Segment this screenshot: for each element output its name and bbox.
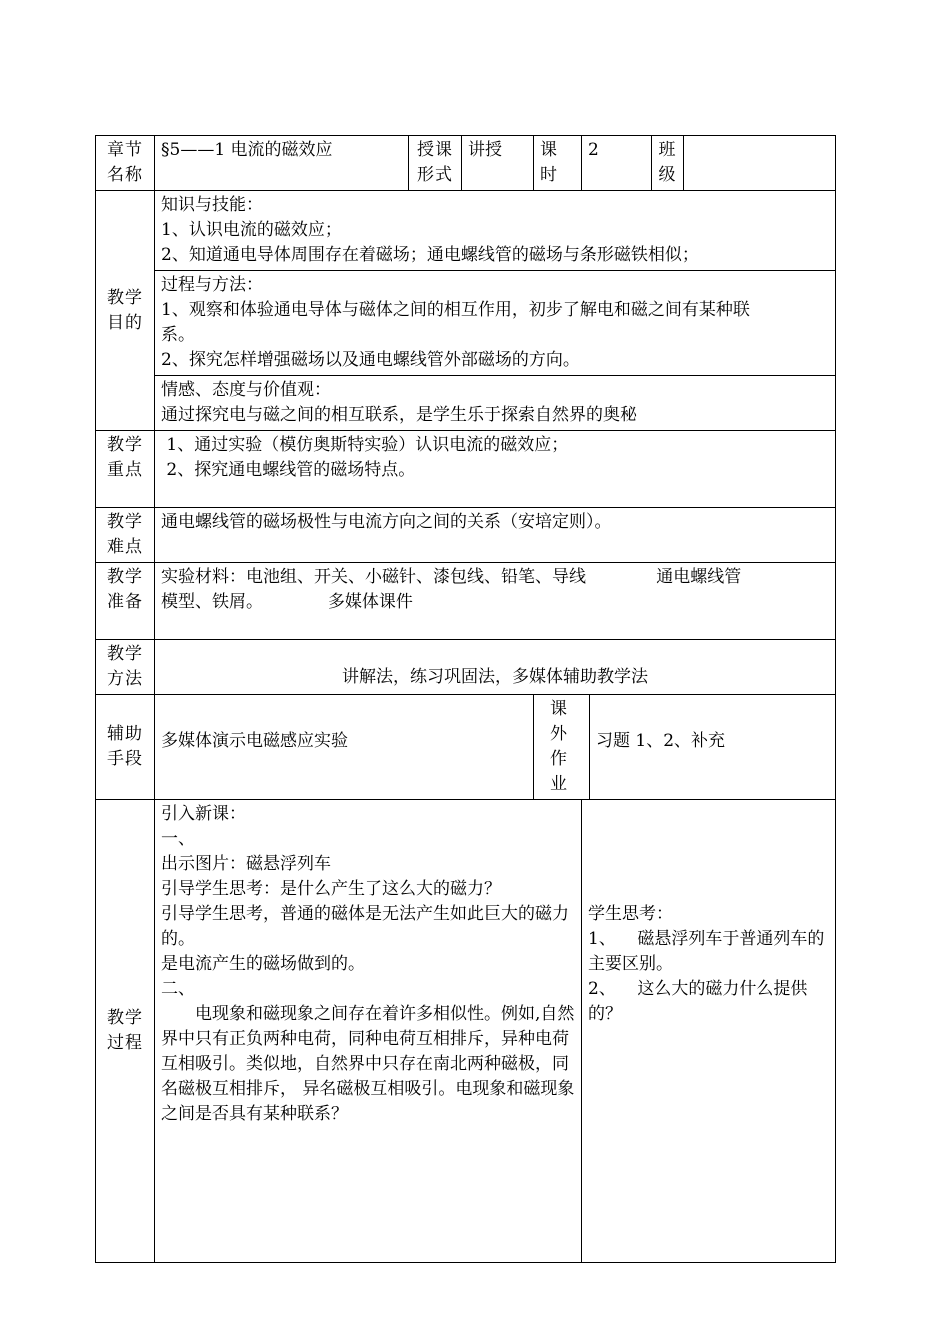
key-point-2: 2、探究通电螺线管的磁场特点。 [161, 460, 416, 480]
knowledge-title: 知识与技能： [161, 195, 263, 215]
chapter-label: 章节名称 [96, 136, 155, 191]
key-points-row [96, 431, 836, 508]
process-line-6: 是电流产生的磁场做到的。 [161, 954, 365, 974]
process-line-7: 二、 [161, 979, 195, 999]
preparation-label: 教学准备 [96, 563, 155, 640]
objectives-label: 教学目的 [96, 191, 155, 431]
class-value [684, 136, 836, 191]
aids-text: 多媒体演示电磁感应实验 [155, 695, 534, 800]
header-row [96, 136, 836, 191]
method-text: 讲解法，练习巩固法，多媒体辅助教学法 [155, 640, 836, 695]
key-point-1: 1、通过实验（模仿奥斯特实验）认识电流的磁效应； [161, 435, 569, 455]
spacer [588, 877, 829, 902]
preparation-line-2: 模型、铁屑。 多媒体课件 [161, 592, 413, 612]
process-right-content [582, 800, 836, 1263]
student-think-item-2: 2、 这么大的磁力什么提供的？ [588, 979, 808, 1024]
knowledge-item-2: 2、知道通电导体周围存在着磁场；通电螺线管的磁场与条形磁铁相似； [161, 245, 699, 265]
aids-label: 辅助手段 [96, 695, 155, 800]
emotion-item-1: 通过探究电与磁之间的相互联系，是学生乐于探索自然界的奥秘 [161, 405, 637, 425]
objectives-knowledge-row [96, 191, 836, 271]
knowledge-section [155, 191, 836, 271]
spacer [588, 802, 829, 827]
preparation-content [155, 563, 836, 640]
process-method-item-1: 1、观察和体验通电导体与磁体之间的相互作用，初步了解电和磁之间有某种联 [161, 300, 750, 320]
process-label: 教学过程 [96, 800, 155, 1263]
process-line-2: 一、 [161, 829, 195, 849]
process-paragraph: 电现象和磁现象之间存在着许多相似性。例如,自然界中只有正负两种电荷，同种电荷互相排斥，异种电荷互相吸引。类似地，自然界中只存在南北两种磁极，同名磁极互相排斥， 异名磁极互相吸引。电现象和磁现象之间是否具有某种联系？ [161, 1004, 575, 1124]
process-method-item-1-cont: 系。 [161, 325, 195, 345]
preparation-line-1: 实验材料：电池组、开关、小磁针、漆包线、铅笔、导线 通电螺线管 [161, 567, 742, 587]
objectives-emotion-row [96, 376, 836, 431]
key-points-content [155, 431, 836, 508]
difficulty-text: 通电螺线管的磁场极性与电流方向之间的关系（安培定则）。 [155, 508, 836, 563]
student-think-title: 学生思考： [588, 904, 673, 924]
method-row [96, 640, 836, 695]
process-line-1: 引入新课： [161, 804, 246, 824]
preparation-row [96, 563, 836, 640]
hours-value: 2 [582, 136, 652, 191]
chapter-value: §5——1 电流的磁效应 [155, 136, 409, 191]
process-method-item-2: 2、探究怎样增强磁场以及通电螺线管外部磁场的方向。 [161, 350, 580, 370]
hours-label: 课时 [534, 136, 582, 191]
process-row [96, 800, 836, 1263]
emotion-title: 情感、态度与价值观： [161, 380, 331, 400]
emotion-section [155, 376, 836, 431]
process-method-section [155, 271, 836, 376]
aids-row [96, 695, 836, 800]
lesson-plan-table [95, 135, 836, 1263]
process-method-title: 过程与方法： [161, 275, 263, 295]
method-label: 教学方法 [96, 640, 155, 695]
form-label: 授课形式 [409, 136, 462, 191]
process-line-4: 引导学生思考：是什么产生了这么大的磁力？ [161, 879, 501, 899]
process-line-3: 出示图片：磁悬浮列车 [161, 854, 331, 874]
process-line-5: 引导学生思考，普通的磁体是无法产生如此巨大的磁力的。 [161, 904, 569, 949]
homework-value: 习题 1、2、补充 [590, 695, 836, 800]
objectives-process-row [96, 271, 836, 376]
homework-label: 课外作业 [534, 695, 590, 800]
difficulty-label: 教学难点 [96, 508, 155, 563]
knowledge-item-1: 1、认识电流的磁效应； [161, 220, 342, 240]
form-value: 讲授 [462, 136, 534, 191]
spacer [588, 827, 829, 852]
class-label: 班级 [652, 136, 684, 191]
key-points-label: 教学重点 [96, 431, 155, 508]
spacer [588, 852, 829, 877]
student-think-item-1: 1、 磁悬浮列车于普通列车的主要区别。 [588, 929, 825, 974]
process-left-content [155, 800, 582, 1263]
difficulty-row [96, 508, 836, 563]
